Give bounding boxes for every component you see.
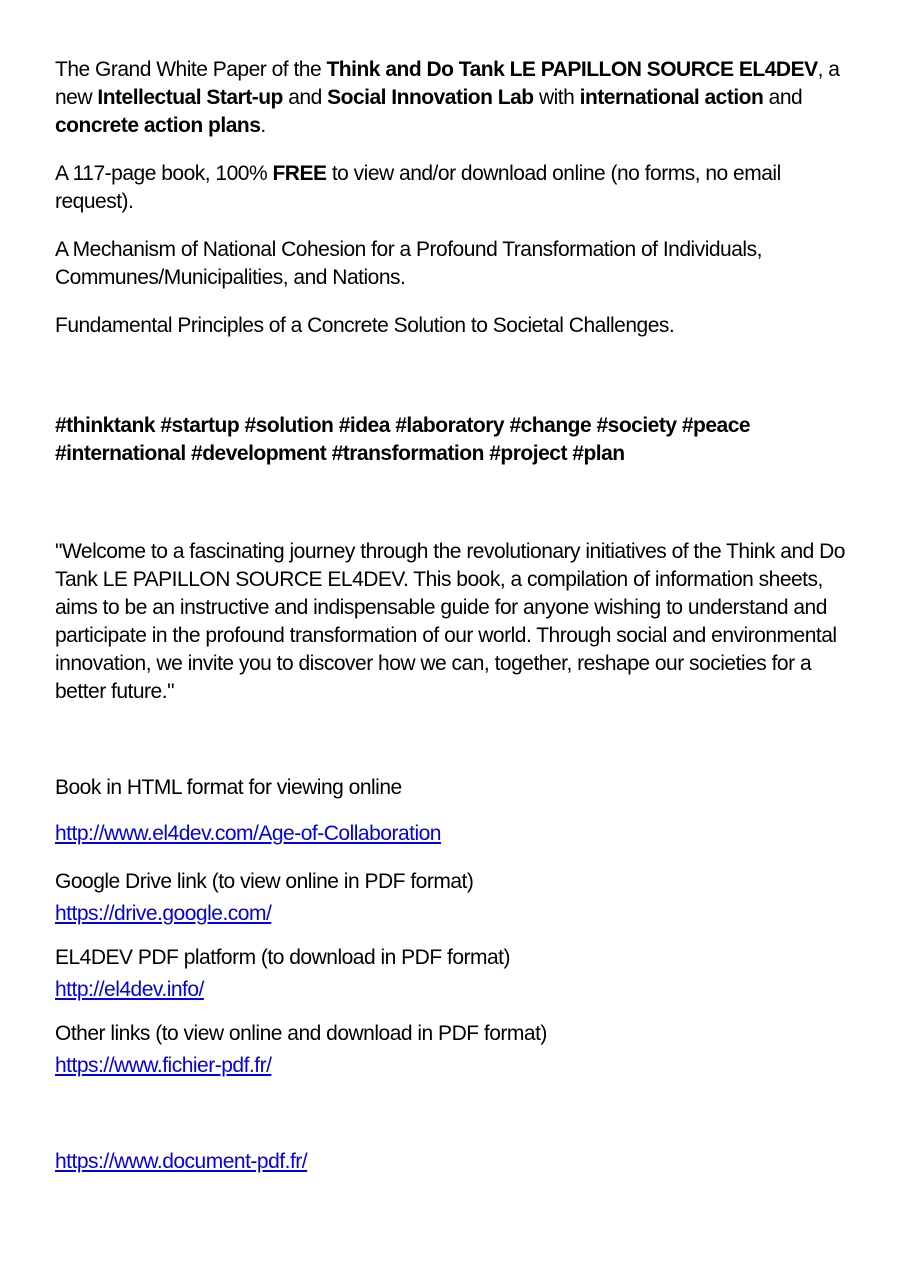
intro-paragraph-4: Fundamental Principles of a Concrete Solution to Societal Challenges. — [55, 314, 675, 337]
drive-label: Google Drive link (to view online in PDF format) — [55, 870, 474, 893]
intro-text: and — [282, 86, 328, 109]
hashtags-text: #thinktank #startup #solution #idea #laboratory #change #society #peace #international #development #transformation #project #plan — [55, 414, 751, 465]
other-link-row-2 — [55, 1148, 855, 1176]
intro-bold-lab: Social Innovation Lab — [327, 86, 534, 109]
document-pdf-link[interactable]: https://www.document-pdf.fr/ — [55, 1150, 308, 1173]
platform-label: EL4DEV PDF platform (to download in PDF format) — [55, 946, 511, 969]
intro-bold-international: international action — [579, 86, 764, 109]
intro-text: . — [260, 114, 266, 137]
intro-bold-free: FREE — [272, 162, 327, 185]
hashtags — [55, 412, 855, 468]
document-page — [55, 56, 855, 1176]
html-book-label: Book in HTML format for viewing online — [55, 776, 402, 799]
html-book-link[interactable]: http://www.el4dev.com/Age-of-Collaboration — [55, 822, 441, 845]
html-book-link-row — [55, 820, 855, 848]
intro-text: with — [533, 86, 580, 109]
fichier-pdf-link[interactable]: https://www.fichier-pdf.fr/ — [55, 1054, 272, 1077]
intro-text: to view and/or download online (no forms, no email request). — [55, 162, 781, 213]
other-links-label: Other links (to view online and download in PDF format) — [55, 1022, 547, 1045]
intro-bold-think-tank: Think and Do Tank LE PAPILLON SOURCE EL4DEV — [326, 58, 818, 81]
other-link-row-1 — [55, 1052, 855, 1080]
intro-paragraph-1 — [55, 56, 855, 140]
intro-bold-startup: Intellectual Start-up — [97, 86, 283, 109]
platform-link-row — [55, 976, 855, 1004]
drive-link-row — [55, 900, 855, 928]
drive-link[interactable]: https://drive.google.com/ — [55, 902, 272, 925]
intro-paragraph-2 — [55, 160, 855, 216]
intro-text: A 117-page book, 100% — [55, 162, 273, 185]
intro-text: and — [763, 86, 803, 109]
quote-paragraph: "Welcome to a fascinating journey through the revolutionary initiatives of the Think and Do Tank LE PAPILLON SOURCE EL4DEV. This book, a compilation of information sheets, aims to be an instructive and indispensable guide for anyone wishing to understand and participate in the profound transformation of our world. Through social and environmental innovation, we invite you to discover how we can, together, reshape our societies for a better future." — [55, 540, 845, 703]
intro-paragraph-3: A Mechanism of National Cohesion for a Profound Transformation of Individuals, Communes/Municipalities, and Nations. — [55, 238, 762, 289]
intro-text: The Grand White Paper of the — [55, 58, 327, 81]
platform-link[interactable]: http://el4dev.info/ — [55, 978, 204, 1001]
intro-bold-action-plans: concrete action plans — [55, 114, 261, 137]
intro-text: , a new — [55, 58, 840, 109]
